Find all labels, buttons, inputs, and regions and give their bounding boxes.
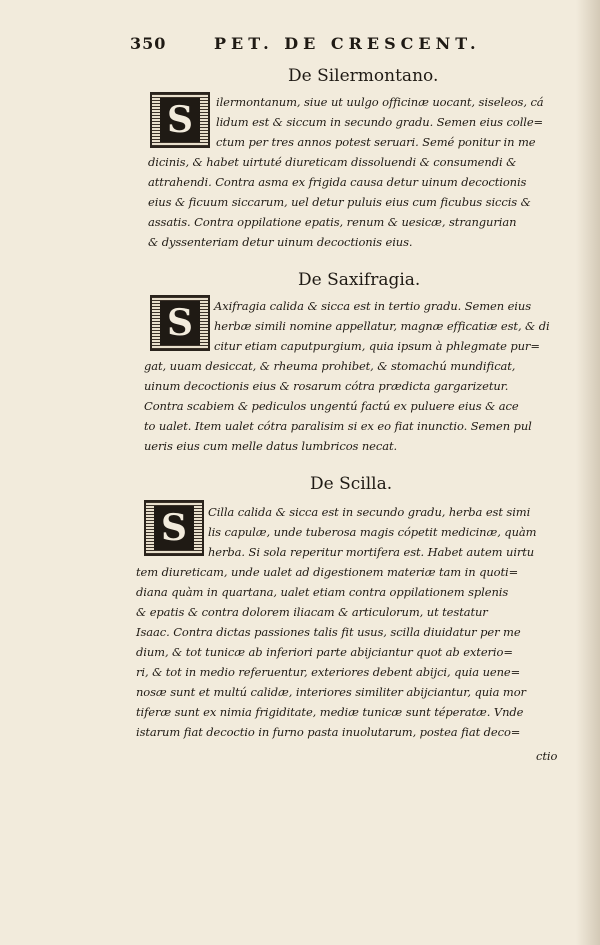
- text-line: uinum decoctionis eius & rosarum cótra prædicta gargarizetur.: [144, 379, 509, 393]
- initial-letter: S: [160, 98, 200, 142]
- decorated-initial: [150, 295, 210, 351]
- text-line: Contra scabiem & pediculos ungentú factú ex puluere eius & ace: [144, 399, 519, 413]
- text-line: tiferæ sunt ex nimia frigiditate, mediæ tunicæ sunt téperatæ. Vnde: [136, 705, 524, 719]
- text-line: dium, & tot tunicæ ab inferiori parte abijciantur quot ab exterio=: [136, 645, 513, 659]
- running-title: PET. DE CRESCENT.: [214, 34, 481, 53]
- initial-letter: S: [154, 506, 194, 550]
- text-line: Cilla calida & sicca est in secundo gradu, herba est simi: [208, 505, 531, 519]
- text-line: nosæ sunt et multú calidæ, interiores similiter abijciantur, quia mor: [136, 685, 526, 699]
- section-title: De Scilla.: [310, 474, 393, 494]
- text-line: ri, & tot in medio referuentur, exteriores debent abijci, quia uene=: [136, 665, 521, 679]
- running-head: [130, 34, 550, 62]
- section-title: De Saxifragia.: [298, 270, 421, 290]
- text-line: herbæ simili nomine appellatur, magnæ efficatiæ est, & di: [214, 319, 550, 333]
- text-line: Axifragia calida & sicca est in tertio gradu. Semen eius: [214, 299, 531, 313]
- text-line: & dyssenteriam detur uinum decoctionis eius.: [148, 235, 413, 249]
- text-line: gat, uuam desiccat, & rheuma prohibet, & stomachú mundificat,: [144, 359, 516, 373]
- text-line: diana quàm in quartana, ualet etiam contra oppilationem splenis: [136, 585, 509, 599]
- text-line: dicinis, & habet uirtuté diureticam dissoluendi & consumendi &: [148, 155, 517, 169]
- text-line: ilermontanum, siue ut uulgo officinæ uocant, siseleos, cá: [216, 95, 544, 109]
- text-line: istarum fiat decoctio in furno pasta inuolutarum, postea fiat deco=: [136, 725, 521, 739]
- text-line: ueris eius cum melle datus lumbricos necat.: [144, 439, 398, 453]
- text-line: tem diureticam, unde ualet ad digestionem materiæ tam in quoti=: [136, 565, 519, 579]
- initial-letter: S: [160, 301, 200, 345]
- text-line: Isaac. Contra dictas passiones talis fit usus, scilla diuidatur per me: [136, 625, 521, 639]
- decorated-initial: [150, 92, 210, 148]
- catchword: ctio: [536, 749, 558, 763]
- text-line: herba. Si sola reperitur mortifera est. Habet autem uirtu: [208, 545, 535, 559]
- text-line: lidum est & siccum in secundo gradu. Semen eius colle=: [216, 115, 544, 129]
- section-title: De Silermontano.: [288, 66, 439, 86]
- decorated-initial: [144, 500, 204, 556]
- text-line: & epatis & contra dolorem iliacam & articulorum, ut testatur: [136, 605, 488, 619]
- text-line: attrahendi. Contra asma ex frigida causa detur uinum decoctionis: [148, 175, 527, 189]
- text-line: assatis. Contra oppilatione epatis, renum & uesicæ, strangurian: [148, 215, 517, 229]
- text-line: lis capulæ, unde tuberosa magis cópetit medicinæ, quàm: [208, 525, 537, 539]
- text-line: citur etiam caputpurgium, quia ipsum à phlegmate pur=: [214, 339, 540, 353]
- text-line: eius & ficuum siccarum, uel detur puluis eius cum ficubus siccis &: [148, 195, 531, 209]
- text-line: ctum per tres annos potest seruari. Semé ponitur in me: [216, 135, 536, 149]
- text-line: to ualet. Item ualet cótra paralisim si ex eo fiat inunctio. Semen pul: [144, 419, 532, 433]
- page-number: 350: [130, 34, 167, 53]
